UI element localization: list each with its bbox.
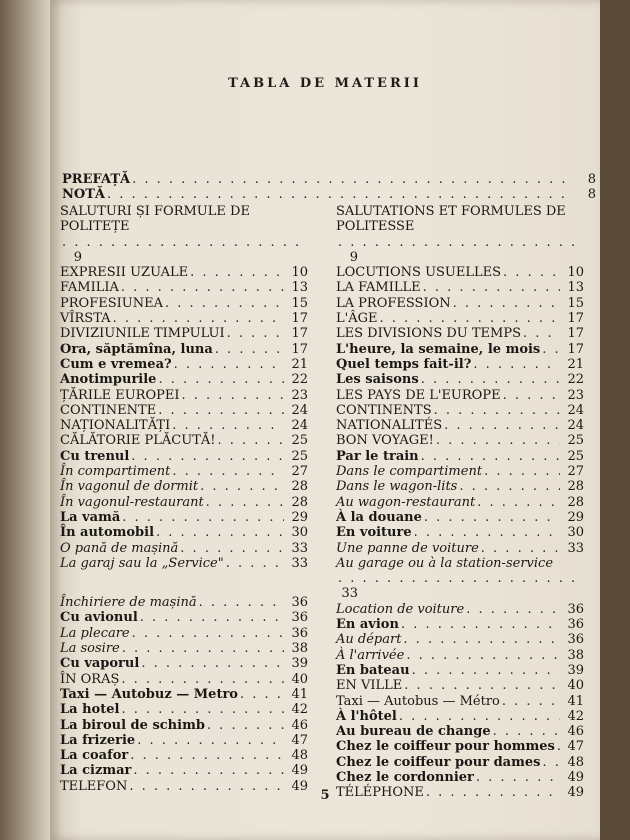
toc-entry: PROFESIUNEA . . . 15	[60, 296, 308, 311]
toc-entry: În vagonul de dormit . . . 28	[60, 479, 308, 494]
toc-entry: Cu trenul . . . 25	[60, 449, 308, 464]
toc-entry: La vamă . . . 29	[60, 510, 308, 525]
toc-entry: Anotimpurile . . . 22	[60, 372, 308, 387]
toc-entry: O pană de mașină . . . 33	[60, 541, 308, 556]
toc-entry: CONTINENTE . . . 24	[60, 403, 308, 418]
toc-entry: Chez le cordonnier . . . 49	[336, 770, 584, 785]
toc-entry: Une panne de voiture . . . 33	[336, 541, 584, 556]
book-page	[50, 0, 600, 840]
toc-entry: FAMILIA . . . 13	[60, 280, 308, 295]
toc-entry: EN VILLE . . . 40	[336, 678, 584, 693]
toc-entry: La hotel . . . 42	[60, 702, 308, 717]
toc-entry: În compartiment . . . 27	[60, 464, 308, 479]
toc-entry: L'ÂGE . . . 17	[336, 311, 584, 326]
toc-entry: La garaj sau la „Service" . . . 33	[60, 556, 308, 571]
toc-column-romanian	[60, 204, 308, 794]
toc-entry: Chez le coiffeur pour hommes . . . 47	[336, 739, 584, 754]
toc-entry: En bateau . . . 39	[336, 663, 584, 678]
toc-entry: Les saisons . . . 22	[336, 372, 584, 387]
toc-entry: La biroul de schimb . . . 46	[60, 718, 308, 733]
toc-entry: Cu avionul . . . 36	[60, 610, 308, 625]
toc-entry: À la douane . . . 29	[336, 510, 584, 525]
toc-entry: Au départ . . . 36	[336, 632, 584, 647]
front-matter	[62, 172, 596, 203]
toc-entry: VÎRSTA . . . 17	[60, 311, 308, 326]
toc-entry: Quel temps fait-il? . . . 21	[336, 357, 584, 372]
toc-entry: CĂLĂTORIE PLĂCUTĂ! . . . 25	[60, 433, 308, 448]
toc-entry: La cizmar . . . 49	[60, 763, 308, 778]
toc-entry: Location de voiture . . . 36	[336, 602, 584, 617]
toc-entry: Au wagon-restaurant . . . 28	[336, 495, 584, 510]
toc-entry: EXPRESII UZUALE . . . 10	[60, 265, 308, 280]
toc-entry-preface: PREFAȚĂ . . . 8	[62, 172, 596, 187]
page-number: 5	[320, 788, 330, 803]
toc-entry: Ora, săptămîna, luna . . . 17	[60, 342, 308, 357]
toc-entry: La coafor . . . 48	[60, 748, 308, 763]
toc-entry: În automobil . . . 30	[60, 525, 308, 540]
toc-entry: Taxi — Autobuz — Metro . . . 41	[60, 687, 308, 702]
toc-column-french	[336, 204, 584, 801]
toc-entry: En voiture . . . 30	[336, 525, 584, 540]
toc-entry: Au garage ou à la station-service . . . 33	[336, 556, 584, 602]
toc-entry: LA PROFESSION . . . 15	[336, 296, 584, 311]
toc-entry: BON VOYAGE! . . . 25	[336, 433, 584, 448]
toc-entry: LES DIVISIONS DU TEMPS . . . 17	[336, 326, 584, 341]
toc-entry: ȚĂRILE EUROPEI . . . 23	[60, 388, 308, 403]
toc-entry: Cu vaporul . . . 39	[60, 656, 308, 671]
toc-entry: La plecare . . . 36	[60, 626, 308, 641]
toc-entry: Taxi — Autobus — Métro . . . 41	[336, 694, 584, 709]
toc-entry: Închiriere de mașină . . . 36	[60, 595, 308, 610]
toc-entry: L'heure, la semaine, le mois . . . 17	[336, 342, 584, 357]
toc-entry: Par le train . . . 25	[336, 449, 584, 464]
toc-entry: ÎN ORAȘ . . . 40	[60, 672, 308, 687]
toc-entry: Dans le compartiment . . . 27	[336, 464, 584, 479]
toc-entry: NATIONALITÉS . . . 24	[336, 418, 584, 433]
toc-entry: Cum e vremea? . . . 21	[60, 357, 308, 372]
toc-entry: TELEFON . . . 49	[60, 779, 308, 794]
page-title: TABLA DE MATERII	[228, 76, 422, 91]
toc-entry: Chez le coiffeur pour dames . . . 48	[336, 755, 584, 770]
toc-entry-note: NOTĂ . . . 8	[62, 187, 596, 202]
toc-entry: À l'arrivée . . . 38	[336, 648, 584, 663]
toc-entry: Dans le wagon-lits . . . 28	[336, 479, 584, 494]
toc-entry: La sosire . . . 38	[60, 641, 308, 656]
toc-entry: La frizerie . . . 47	[60, 733, 308, 748]
toc-entry: CONTINENTS . . . 24	[336, 403, 584, 418]
toc-entry: TÉLÉPHONE . . . 49	[336, 785, 584, 800]
toc-entry: À l'hôtel . . . 42	[336, 709, 584, 724]
toc-entry: SALUTURI ȘI FORMULE DE POLITEȚE . . . 9	[60, 204, 308, 265]
toc-entry: LA FAMILLE . . . 13	[336, 280, 584, 295]
toc-entry: SALUTATIONS ET FORMULES DE POLITESSE . . . 9	[336, 204, 584, 265]
toc-entry: LES PAYS DE L'EUROPE . . . 23	[336, 388, 584, 403]
toc-entry: În vagonul-restaurant . . . 28	[60, 495, 308, 510]
toc-entry: LOCUTIONS USUELLES . . . 10	[336, 265, 584, 280]
toc-entry: Au bureau de change . . . 46	[336, 724, 584, 739]
toc-entry: DIVIZIUNILE TIMPULUI . . . 17	[60, 326, 308, 341]
toc-entry: NAȚIONALITĂȚI . . . 24	[60, 418, 308, 433]
toc-entry: En avion . . . 36	[336, 617, 584, 632]
